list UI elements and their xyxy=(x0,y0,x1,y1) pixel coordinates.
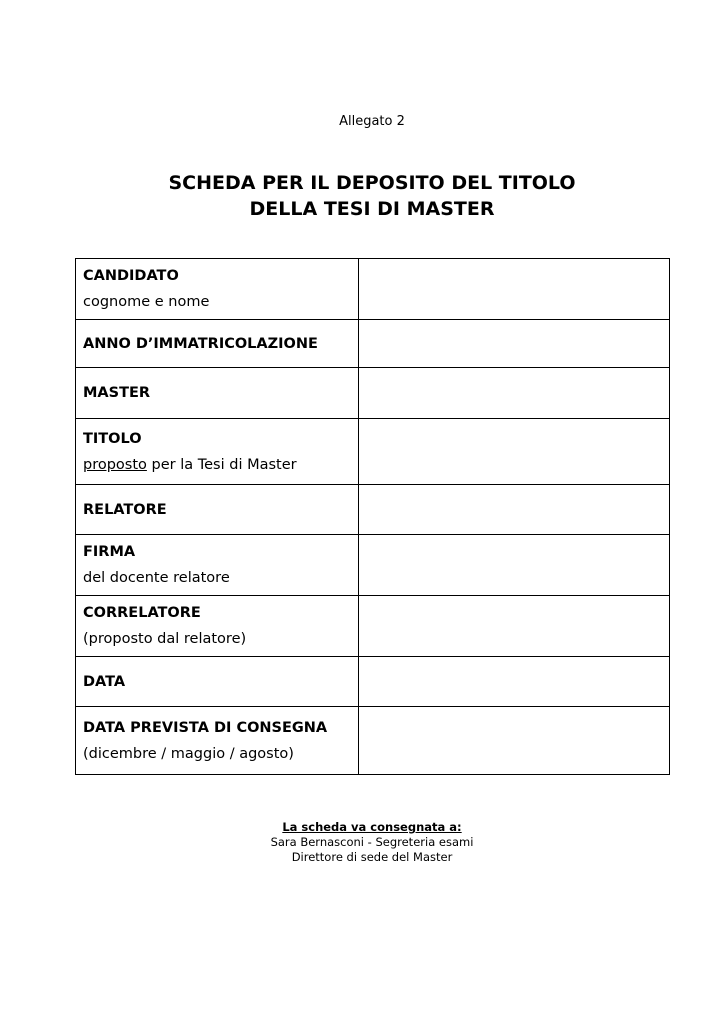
field-sublabel: del docente relatore xyxy=(83,570,230,586)
field-label: FIRMA xyxy=(83,544,136,560)
title-line-2: DELLA TESI DI MASTER xyxy=(249,198,495,220)
label-cell xyxy=(76,419,359,485)
underlined-word: proposto xyxy=(83,456,147,473)
delivery-recipient-2: Direttore di sede del Master xyxy=(291,850,453,864)
field-sublabel: (proposto dal relatore) xyxy=(83,631,247,647)
field-label: TITOLO xyxy=(83,430,142,447)
field-label: MASTER xyxy=(83,385,151,401)
data-consegna-value-field[interactable] xyxy=(358,707,669,775)
field-label: DATA PREVISTA DI CONSEGNA xyxy=(83,719,328,736)
field-sublabel: (dicembre / maggio / agosto) xyxy=(83,745,294,762)
title-line-1: SCHEDA PER IL DEPOSITO DEL TITOLO xyxy=(168,172,576,194)
deposit-form-table xyxy=(75,258,670,775)
row-correlatore xyxy=(76,596,670,657)
delivery-info xyxy=(0,820,724,865)
field-label: CANDIDATO xyxy=(83,268,179,284)
master-value-field[interactable] xyxy=(358,368,669,419)
label-cell xyxy=(76,259,359,320)
field-label: ANNO D’IMMATRICOLAZIONE xyxy=(83,335,318,352)
attachment-label: Allegato 2 xyxy=(339,114,405,129)
row-candidato xyxy=(76,259,670,320)
label-cell xyxy=(76,596,359,657)
candidato-value-field[interactable] xyxy=(358,259,669,320)
row-data xyxy=(76,657,670,707)
anno-value-field[interactable] xyxy=(358,320,669,368)
field-label: DATA xyxy=(83,673,126,690)
page-title xyxy=(0,170,724,222)
relatore-value-field[interactable] xyxy=(358,485,669,535)
firma-value-field[interactable] xyxy=(358,535,669,596)
field-sublabel xyxy=(83,452,351,478)
field-label: RELATORE xyxy=(83,501,167,518)
label-cell xyxy=(76,535,359,596)
correlatore-value-field[interactable] xyxy=(358,596,669,657)
label-cell xyxy=(76,485,359,535)
row-master xyxy=(76,368,670,419)
titolo-value-field[interactable] xyxy=(358,419,669,485)
label-cell xyxy=(76,368,359,419)
field-label: CORRELATORE xyxy=(83,605,201,621)
row-relatore xyxy=(76,485,670,535)
field-sublabel: cognome e nome xyxy=(83,294,210,310)
row-firma xyxy=(76,535,670,596)
label-cell xyxy=(76,657,359,707)
row-data-prevista-consegna xyxy=(76,707,670,775)
row-titolo xyxy=(76,419,670,485)
delivery-heading: La scheda va consegnata a: xyxy=(282,820,462,834)
sublabel-rest: per la Tesi di Master xyxy=(146,456,297,473)
label-cell xyxy=(76,320,359,368)
label-cell xyxy=(76,707,359,775)
delivery-recipient-1: Sara Bernasconi - Segreteria esami xyxy=(270,835,474,849)
row-anno-immatricolazione xyxy=(76,320,670,368)
data-value-field[interactable] xyxy=(358,657,669,707)
